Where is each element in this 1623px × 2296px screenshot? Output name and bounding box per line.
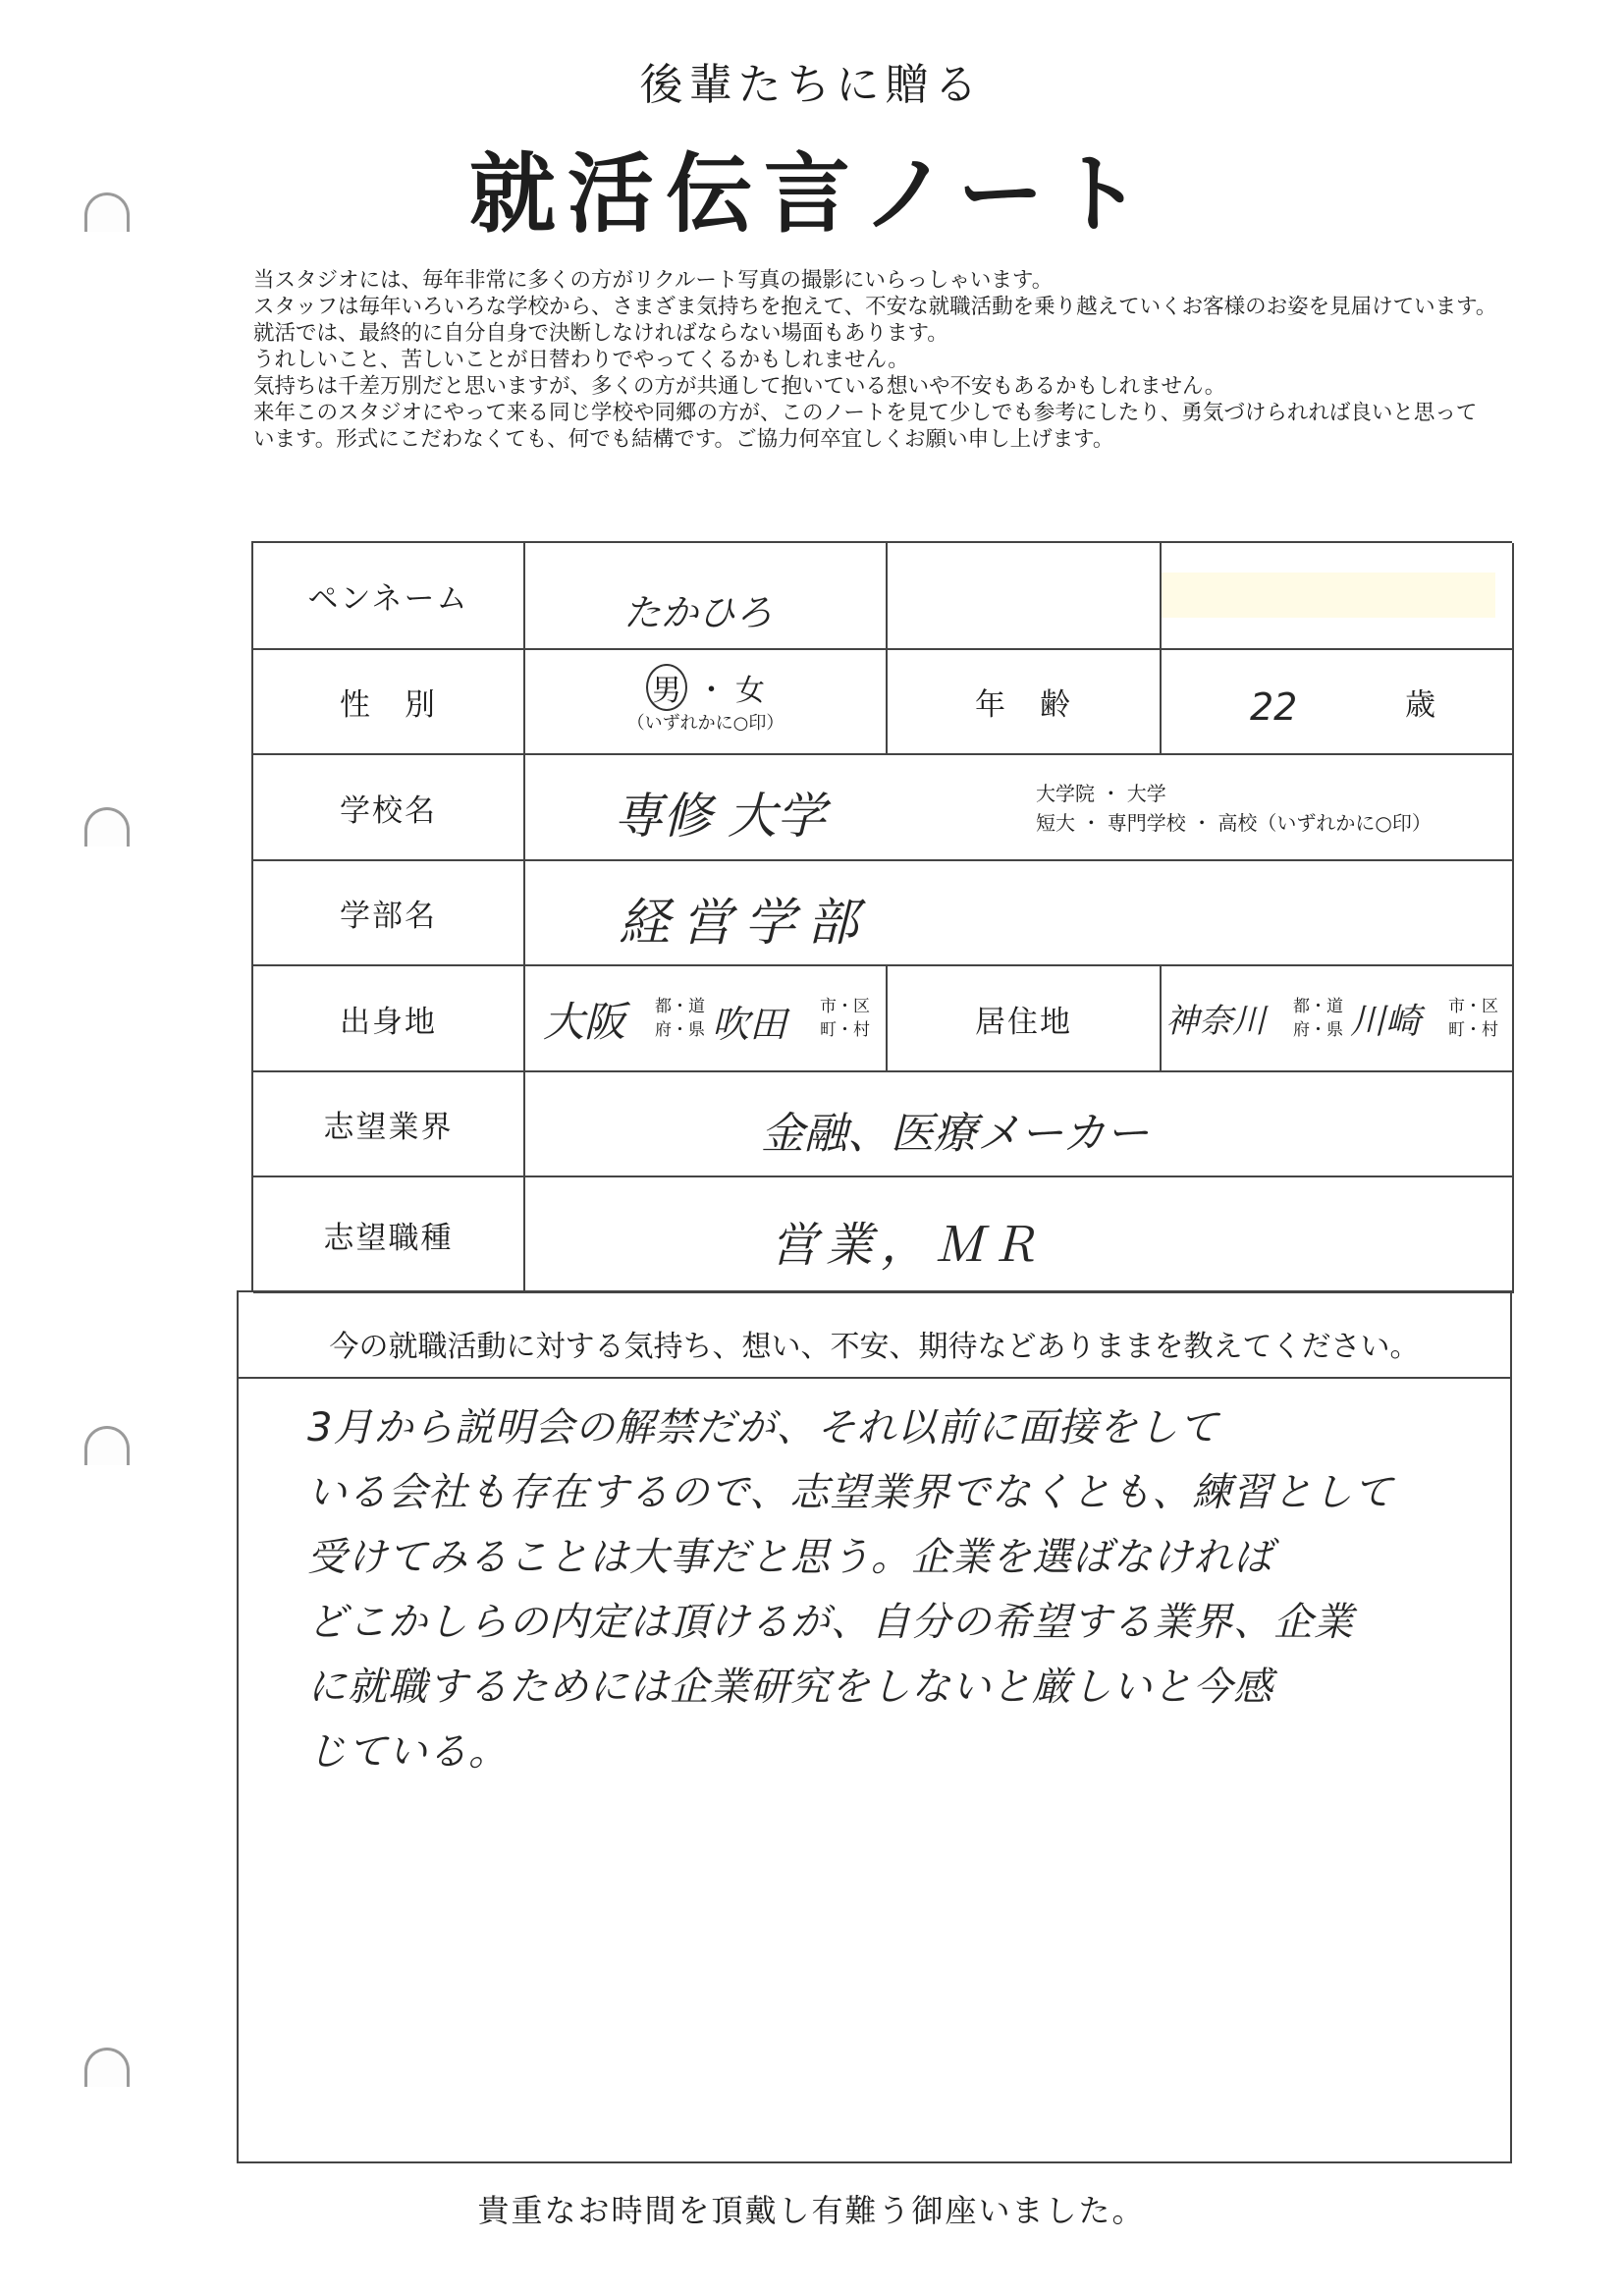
- gender-female-option[interactable]: 女: [735, 674, 766, 708]
- hometown-city-suffix-1: 市・区: [820, 997, 870, 1016]
- gender-label: 性 別: [253, 650, 525, 755]
- residence-pref-suffix-1: 都・道: [1293, 997, 1343, 1016]
- hometown-pref-suffix-2: 府・県: [655, 1020, 705, 1040]
- intro-line: 就活では、最終的に自分自身で決断しなければならない場面もあります。: [253, 321, 948, 346]
- intro-line: 気持ちは千差万別だと思いますが、多くの方が共通して抱いている想いや不安もあるかもしれません。: [253, 374, 1226, 399]
- punch-hole: [84, 2048, 130, 2087]
- gender-separator: ・: [696, 674, 727, 708]
- age-field: [1162, 650, 1514, 755]
- comment-line: どこかしらの内定は頂けるが、自分の希望する業界、企業: [307, 1600, 1354, 1645]
- age-value: 22: [1250, 685, 1298, 729]
- intro-line: スタッフは毎年いろいろな学校から、さまざま気持ちを抱えて、不安な就職活動を乗り越えていくお客様のお姿を見届けています。: [253, 295, 1497, 319]
- comment-line: 3月から説明会の解禁だが、それ以前に面接をして: [307, 1405, 1219, 1450]
- prompt-divider: [239, 1377, 1510, 1379]
- page-subtitle: 後輩たちに贈る: [639, 60, 984, 110]
- profile-form: [251, 541, 1512, 1291]
- comment-line: いる会社も存在するので、志望業界でなくとも、練習として: [307, 1470, 1394, 1515]
- comments-prompt: 今の就職活動に対する気持ち、想い、不安、期待などありままを教えてください。: [329, 1330, 1420, 1364]
- pen-name-field: [525, 543, 888, 650]
- hometown-city-suffix-2: 町・村: [820, 1020, 870, 1040]
- residence-field: [1162, 966, 1514, 1072]
- comments-body: [307, 1395, 1486, 1784]
- faculty-value: 経営学部: [619, 894, 871, 953]
- hometown-pref: 大阪: [543, 998, 626, 1046]
- pen-name-label: ペンネーム: [253, 543, 525, 650]
- industry-field: [525, 1072, 1514, 1177]
- intro-line: います。形式にこだわなくても、何でも結構です。ご協力何卒宜しくお願い申し上げます。: [253, 427, 1114, 452]
- intro-line: 当スタジオには、毎年非常に多くの方がリクルート写真の撮影にいらっしゃいます。: [253, 268, 1054, 293]
- hometown-field: [525, 966, 888, 1072]
- comment-line: に就職するためには企業研究をしないと厳しいと今感: [307, 1665, 1273, 1710]
- footer-thanks: 貴重なお時間を頂戴し有難う御座いました。: [477, 2192, 1146, 2229]
- school-field: [525, 755, 1514, 861]
- job-value: 営業，ＭＲ: [771, 1218, 1047, 1273]
- age-label: 年 齢: [888, 650, 1162, 755]
- redaction-mask: [1162, 573, 1495, 618]
- page-title: 就活伝言ノート: [468, 143, 1155, 245]
- industry-value: 金融、医療メーカー: [761, 1109, 1150, 1159]
- comment-line: 受けてみることは大事だと思う。企業を選ばなければ: [307, 1535, 1273, 1580]
- school-value: 専修 大学: [614, 788, 826, 845]
- intro-paragraph: [253, 267, 1589, 453]
- school-type-line2: 短大 ・ 専門学校 ・ 高校（いずれかに○印）: [1036, 811, 1432, 835]
- school-type-line1: 大学院 ・ 大学: [1036, 782, 1166, 805]
- gender-field: [525, 650, 888, 755]
- faculty-label: 学部名: [253, 861, 525, 966]
- faculty-field: [525, 861, 1514, 966]
- job-label: 志望職種: [253, 1177, 525, 1293]
- residence-city-suffix-1: 市・区: [1448, 997, 1498, 1016]
- residence-label: 居住地: [888, 966, 1162, 1072]
- hometown-city: 吹田: [712, 1003, 787, 1046]
- job-field: [525, 1177, 1514, 1293]
- punch-hole: [84, 807, 130, 847]
- intro-line: うれしいこと、苦しいことが日替わりでやってくるかもしれません。: [253, 348, 909, 372]
- comments-box: [237, 1290, 1512, 2163]
- hometown-label: 出身地: [253, 966, 525, 1072]
- residence-pref: 神奈川: [1165, 1002, 1266, 1041]
- residence-city: 川崎: [1350, 1002, 1422, 1042]
- blank-cell: [888, 543, 1162, 650]
- redacted-cell: [1162, 543, 1514, 650]
- intro-line: 来年このスタジオにやって来る同じ学校や同郷の方が、このノートを見て少しでも参考にしたり、勇気づけられれば良いと思って: [253, 401, 1478, 425]
- gender-male-option[interactable]: 男: [646, 664, 687, 711]
- hometown-pref-suffix-1: 都・道: [655, 997, 705, 1016]
- age-unit: 歳: [1405, 687, 1435, 723]
- gender-note: （いずれかに○印）: [626, 713, 784, 734]
- industry-label: 志望業界: [253, 1072, 525, 1177]
- punch-hole: [84, 1426, 130, 1465]
- residence-pref-suffix-2: 府・県: [1293, 1020, 1343, 1040]
- pen-name-value: たかひろ: [623, 591, 774, 634]
- school-label: 学校名: [253, 755, 525, 861]
- comment-line: じている。: [307, 1729, 509, 1775]
- residence-city-suffix-2: 町・村: [1448, 1020, 1498, 1040]
